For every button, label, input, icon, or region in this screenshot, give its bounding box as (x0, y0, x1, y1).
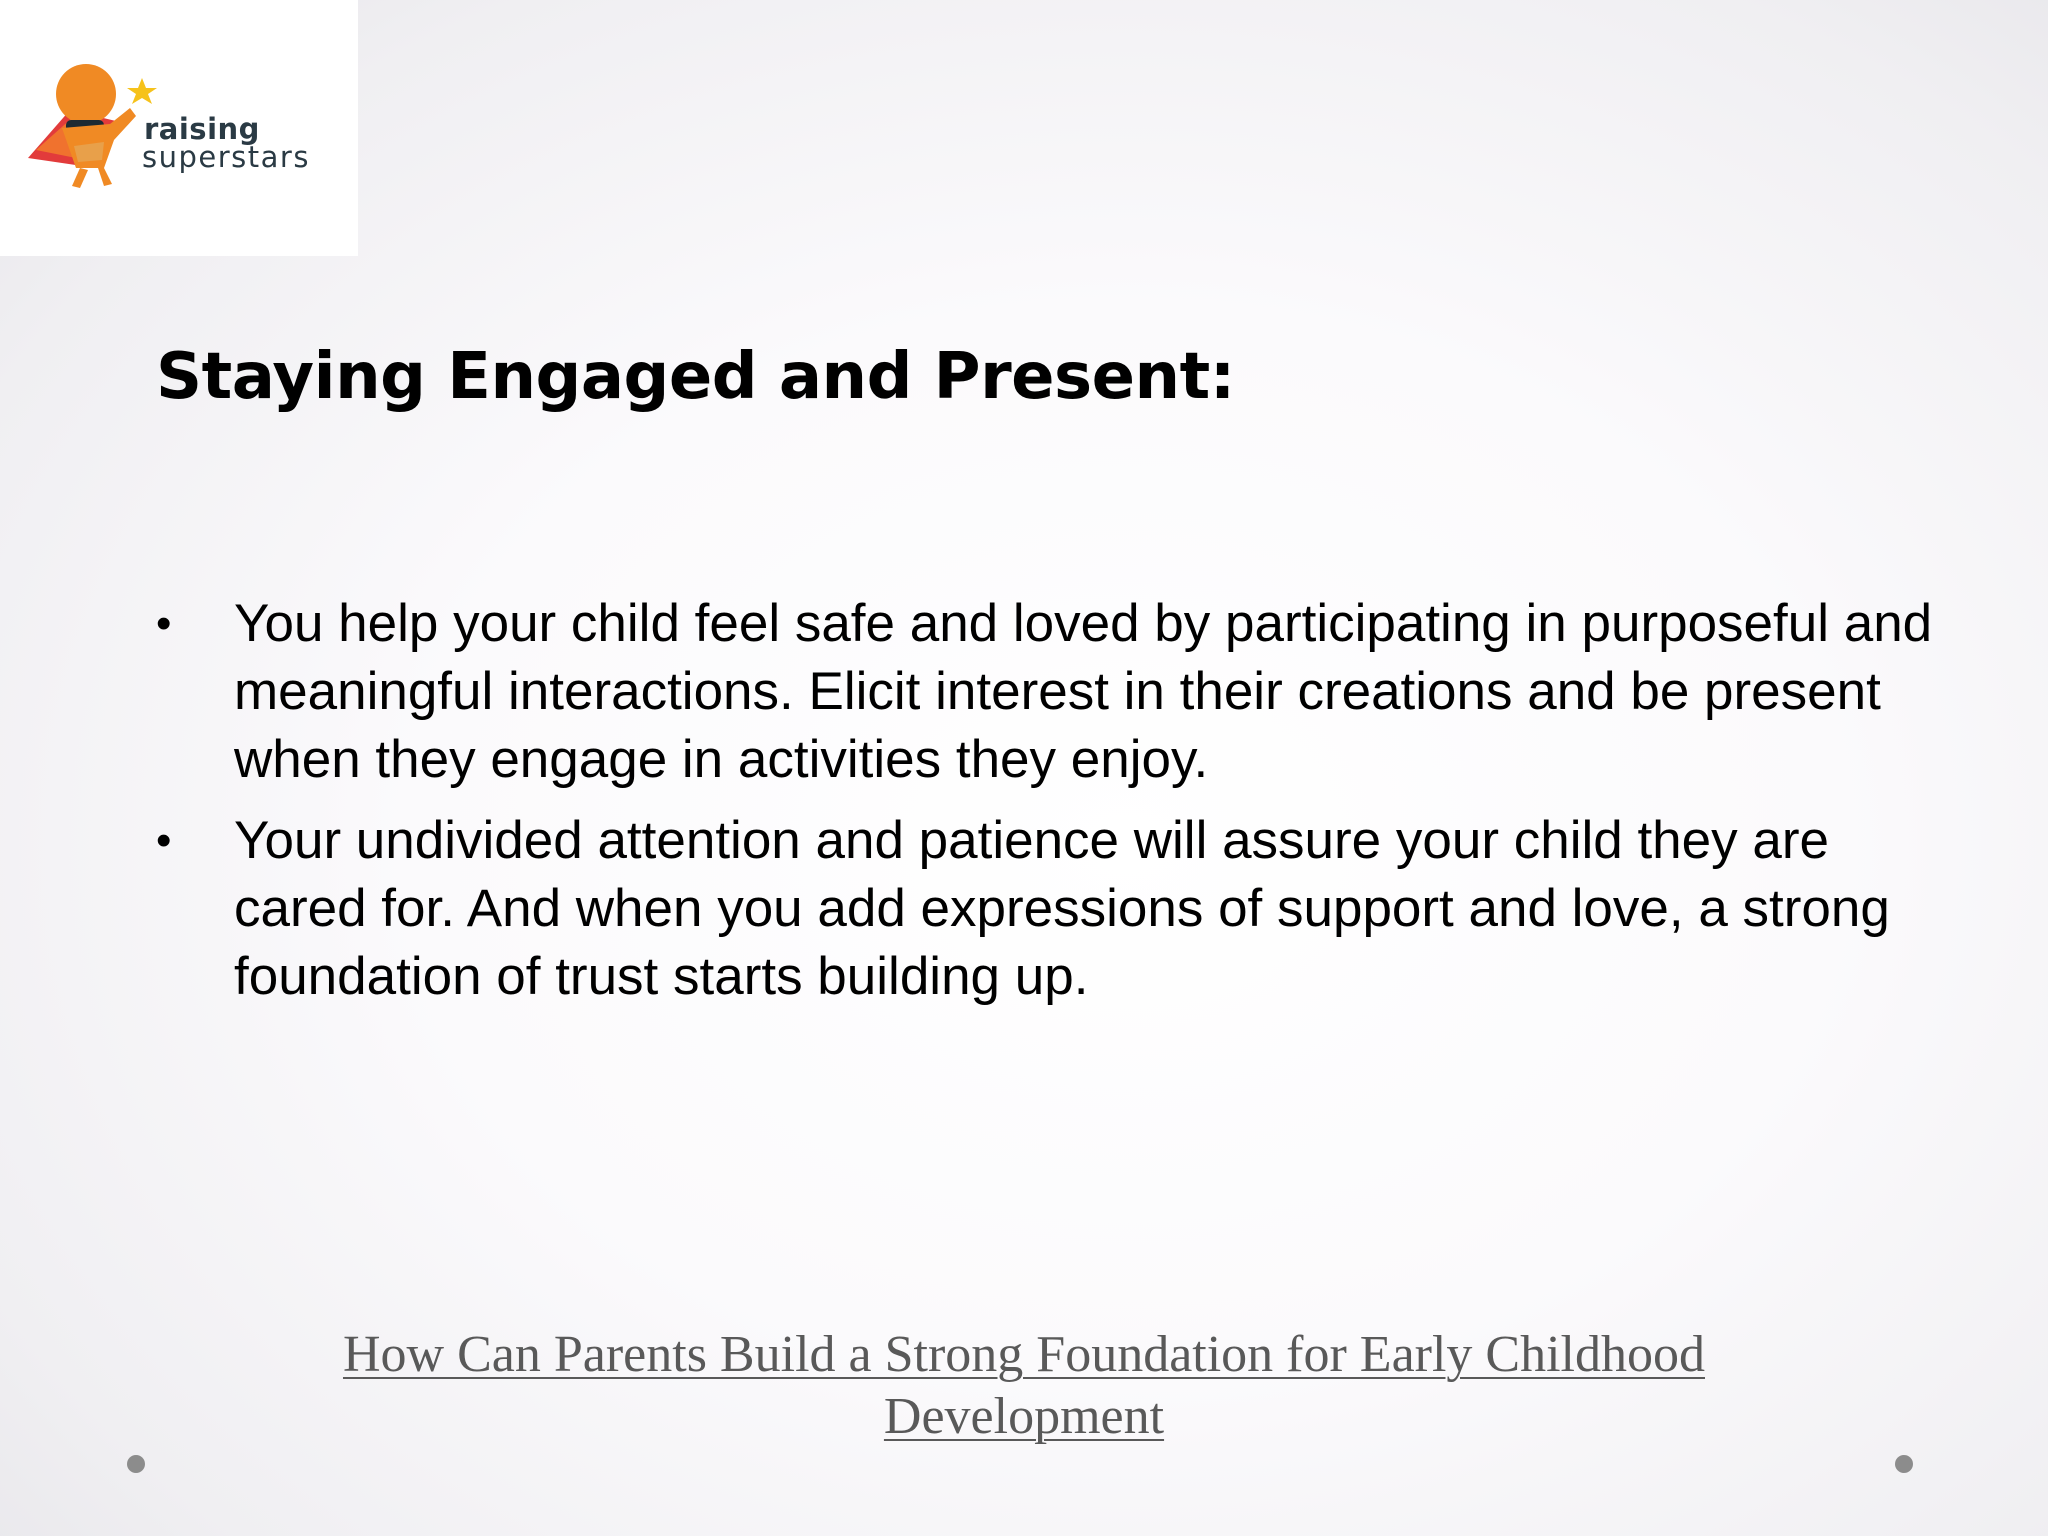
decorative-dot-right (1895, 1455, 1913, 1473)
bullet-list (156, 590, 1956, 1024)
bullet-item (156, 590, 1956, 794)
bullet-text: Your undivided attention and patience will assure your child they are cared for. And when you add expressions of support and love, a strong foundation of trust starts building up. (234, 811, 1890, 1006)
bullet-item (156, 807, 1956, 1011)
bullet-text: You help your child feel safe and loved by participating in purposeful and meaningful interactions. Elicit interest in their creations and be present when they engage in activities they enjoy. (234, 594, 1933, 789)
raising-superstars-logo (0, 0, 358, 256)
bullet-dot: • (156, 816, 172, 865)
logo-text-superstars: superstars (142, 140, 310, 174)
article-link[interactable]: How Can Parents Build a Strong Foundation for Early Childhood Development (342, 1326, 1705, 1445)
decorative-dot-left (127, 1455, 145, 1473)
bullet-dot: • (156, 599, 172, 648)
slide-title: Staying Engaged and Present: (156, 340, 1235, 414)
logo-text-raising: raising (144, 112, 260, 146)
